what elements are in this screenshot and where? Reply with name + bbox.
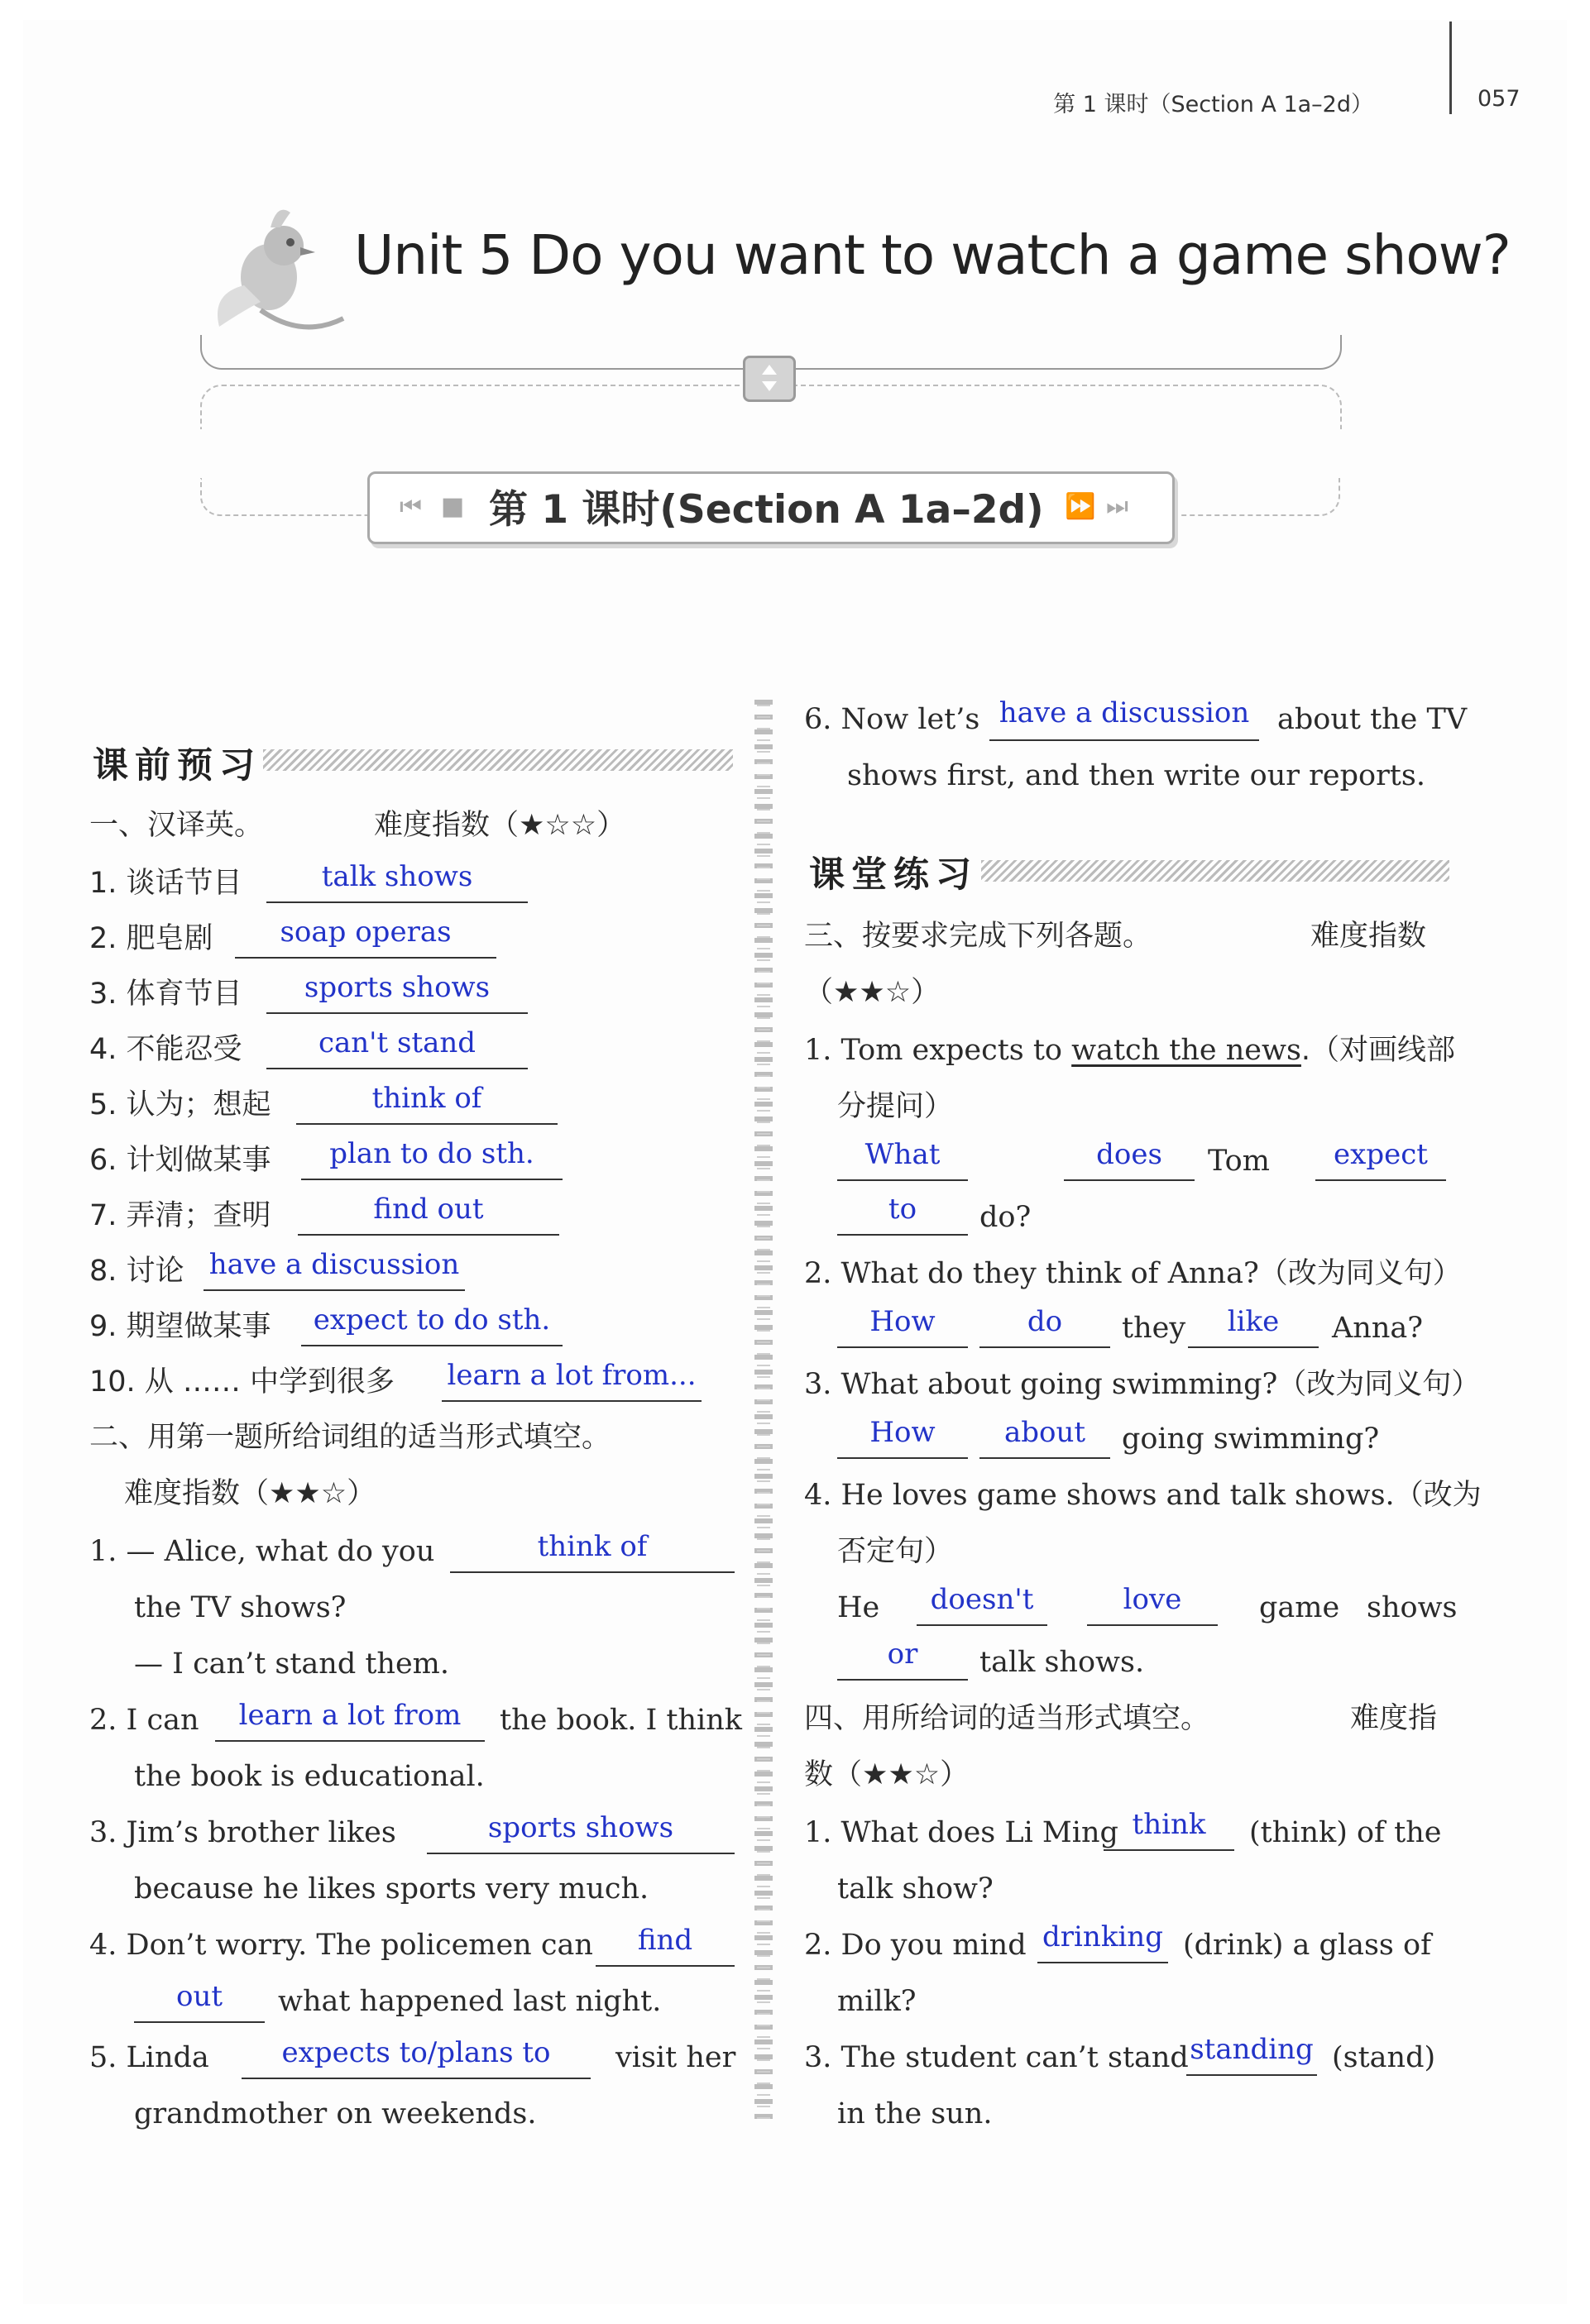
p1-item-9-label: 9. 期望做某事 <box>89 1310 271 1343</box>
p3-q1-tom: Tom <box>1208 1145 1270 1178</box>
part2-difficulty: 难度指数（★★☆） <box>124 1477 376 1510</box>
p2-q5-text-3: grandmother on weekends. <box>134 2097 537 2130</box>
p1-item-8-label: 8. 讨论 <box>89 1255 184 1288</box>
p3-q1-text <box>804 1034 1455 1067</box>
p3-q4-he: He <box>837 1591 880 1624</box>
p2-q1-text: 1. — Alice, what do you <box>89 1535 435 1568</box>
p3-q4-instruction-2: 否定句） <box>837 1535 954 1568</box>
p1-item-1-answer: talk shows <box>321 860 473 893</box>
skip-forward-icon: ⏭ <box>1106 492 1128 521</box>
lesson-banner-title: 第 1 课时(Section A 1a–2d) <box>489 487 1044 533</box>
p1-item-2-label: 2. 肥皂剧 <box>89 922 213 955</box>
p2-q2-text-2: the book. I think <box>500 1704 742 1737</box>
r-q6-text-3: shows first, and then write our reports. <box>847 759 1425 792</box>
p2-q4-answer-1: find <box>637 1924 693 1957</box>
p4-q3-text-2: (stand) <box>1332 2041 1436 2074</box>
page-number: 057 <box>1477 86 1521 112</box>
r-q6-text: 6. Now let’s <box>804 703 980 736</box>
p4-q2-text-2: (drink) a glass of <box>1183 1929 1432 1962</box>
p1-item-10-label: 10. 从 …… 中学到很多 <box>89 1365 395 1399</box>
p3-q2-anna: Anna? <box>1332 1312 1423 1345</box>
p1-item-8-answer: have a discussion <box>208 1248 460 1281</box>
practice-heading-hatch <box>981 860 1449 882</box>
dashed-connector-left <box>200 478 369 516</box>
header-divider <box>1449 22 1452 114</box>
r-q6-text-2: about the TV <box>1277 703 1468 736</box>
p3-q1-lead: 1. Tom expects to <box>804 1034 1062 1067</box>
frame-knob-icon <box>743 356 796 402</box>
preview-heading: 课前预习 <box>93 745 261 787</box>
part4-title: 四、用所给词的适当形式填空。 <box>804 1702 1210 1735</box>
p2-q1-text-2: the TV shows? <box>134 1591 347 1624</box>
p4-q1-text: 1. What does Li Ming <box>804 1816 1118 1849</box>
p2-q4-text-2: what happened last night. <box>278 1985 662 2018</box>
p2-q2-text-3: the book is educational. <box>134 1760 485 1793</box>
skip-back-icon: ⏮ <box>400 492 422 521</box>
p2-q1-answer: think of <box>537 1530 648 1563</box>
p3-q1-answer-2: does <box>1096 1138 1162 1171</box>
p3-q1-do: do? <box>979 1201 1032 1234</box>
p3-q4-text: 4. He loves game shows and talk shows.（改为 <box>804 1479 1482 1512</box>
p1-item-3-label: 3. 体育节目 <box>89 978 242 1011</box>
p3-q1-underlined: watch the news <box>1071 1034 1301 1067</box>
p1-item-1-label: 1. 谈话节目 <box>89 867 242 900</box>
p3-q1-instruction: .（对画线部 <box>1300 1034 1456 1067</box>
p3-q4-answer-1: doesn't <box>930 1583 1034 1616</box>
part4-difficulty-b: 数（★★☆） <box>804 1758 970 1791</box>
p4-q2-answer: drinking <box>1042 1920 1163 1953</box>
p4-q1-text-3: talk show? <box>837 1872 994 1906</box>
p2-q4-answer-2: out <box>175 1980 223 2013</box>
p1-item-6-label: 6. 计划做某事 <box>89 1144 271 1177</box>
practice-heading: 课堂练习 <box>809 854 978 896</box>
p1-item-9-answer: expect to do sth. <box>313 1303 551 1337</box>
p1-item-2-answer: soap operas <box>280 916 452 949</box>
p3-q2-answer-1: How <box>869 1305 936 1338</box>
part1-title: 一、汉译英。 <box>89 809 264 842</box>
p3-q2-they: they <box>1122 1312 1186 1345</box>
p2-q3-text: 3. Jim’s brother likes <box>89 1816 396 1849</box>
p3-q4-tail: talk shows. <box>979 1646 1145 1679</box>
p3-q4-answer-2: love <box>1123 1583 1182 1616</box>
p2-q5-answer: expects to/plans to <box>281 2036 551 2069</box>
p3-q3-text: 3. What about going swimming?（改为同义句） <box>804 1368 1481 1401</box>
p3-q4-game: game <box>1259 1591 1340 1624</box>
p2-q4-text: 4. Don’t worry. The policemen can <box>89 1929 593 1962</box>
p3-q3-tail: going swimming? <box>1122 1423 1380 1456</box>
p4-q1-answer: think <box>1132 1808 1206 1841</box>
p1-item-4-label: 4. 不能忍受 <box>89 1033 242 1066</box>
dashed-connector-right <box>1181 478 1340 516</box>
part3-difficulty-a: 难度指数 <box>1310 920 1427 953</box>
bird-illustration <box>211 194 352 343</box>
p3-q2-text: 2. What do they think of Anna?（改为同义句） <box>804 1257 1462 1290</box>
r-q6-answer: have a discussion <box>999 696 1250 729</box>
p3-q2-answer-3: like <box>1227 1305 1280 1338</box>
p3-q1-instruction-2: 分提问） <box>837 1090 954 1123</box>
p4-q3-answer: standing <box>1190 2033 1314 2066</box>
p2-q1-reply: — I can’t stand them. <box>134 1647 450 1681</box>
unit-title: Unit 5 Do you want to watch a game show? <box>354 223 1511 287</box>
part3-difficulty-b: （★★☆） <box>804 976 941 1009</box>
p1-item-3-answer: sports shows <box>304 971 491 1004</box>
part4-difficulty-a: 难度指 <box>1350 1702 1438 1735</box>
p3-q1-answer-3: expect <box>1334 1138 1428 1171</box>
p1-item-5-label: 5. 认为；想起 <box>89 1088 271 1121</box>
running-header: 第 1 课时（Section A 1a–2d） <box>1053 92 1373 117</box>
p2-q5-text-2: visit her <box>615 2041 736 2074</box>
p4-q1-text-2: (think) of the <box>1249 1816 1442 1849</box>
p3-q1-answer-1: What <box>864 1138 941 1171</box>
p1-item-6-answer: plan to do sth. <box>329 1137 534 1170</box>
p2-q2-answer: learn a lot from <box>238 1699 462 1732</box>
p1-item-4-answer: can't stand <box>318 1026 477 1059</box>
p4-q3-text-3: in the sun. <box>837 2097 993 2130</box>
p2-q2-text: 2. I can <box>89 1704 199 1737</box>
p3-q2-answer-2: do <box>1027 1305 1063 1338</box>
p1-item-7-answer: find out <box>373 1193 484 1226</box>
p3-q3-answer-2: about <box>1003 1416 1086 1449</box>
p4-q2-text: 2. Do you mind <box>804 1929 1027 1962</box>
preview-heading-hatch <box>263 749 733 771</box>
p3-q4-answer-3: or <box>887 1638 918 1671</box>
p4-q2-text-3: milk? <box>837 1985 917 2018</box>
p2-q5-text: 5. Linda <box>89 2041 209 2074</box>
lesson-banner <box>367 471 1175 544</box>
p1-item-10-answer: learn a lot from... <box>447 1359 697 1392</box>
stop-icon: ■ <box>441 492 465 521</box>
p3-q3-answer-1: How <box>869 1416 936 1449</box>
p2-q3-answer: sports shows <box>487 1811 674 1844</box>
part3-title: 三、按要求完成下列各题。 <box>804 920 1152 953</box>
p4-q3-text: 3. The student can’t stand <box>804 2041 1189 2074</box>
p3-q1-answer-4: to <box>888 1193 917 1226</box>
part2-title: 二、用第一题所给词组的适当形式填空。 <box>89 1421 611 1454</box>
p1-item-7-label: 7. 弄清；查明 <box>89 1199 271 1232</box>
p3-q4-shows: shows <box>1367 1591 1458 1624</box>
p1-item-5-answer: think of <box>371 1082 482 1115</box>
forward-icon: ⏩ <box>1065 492 1096 521</box>
part1-difficulty: 难度指数（★☆☆） <box>374 809 626 842</box>
p2-q3-text-2: because he likes sports very much. <box>134 1872 649 1906</box>
column-divider <box>754 695 773 2126</box>
